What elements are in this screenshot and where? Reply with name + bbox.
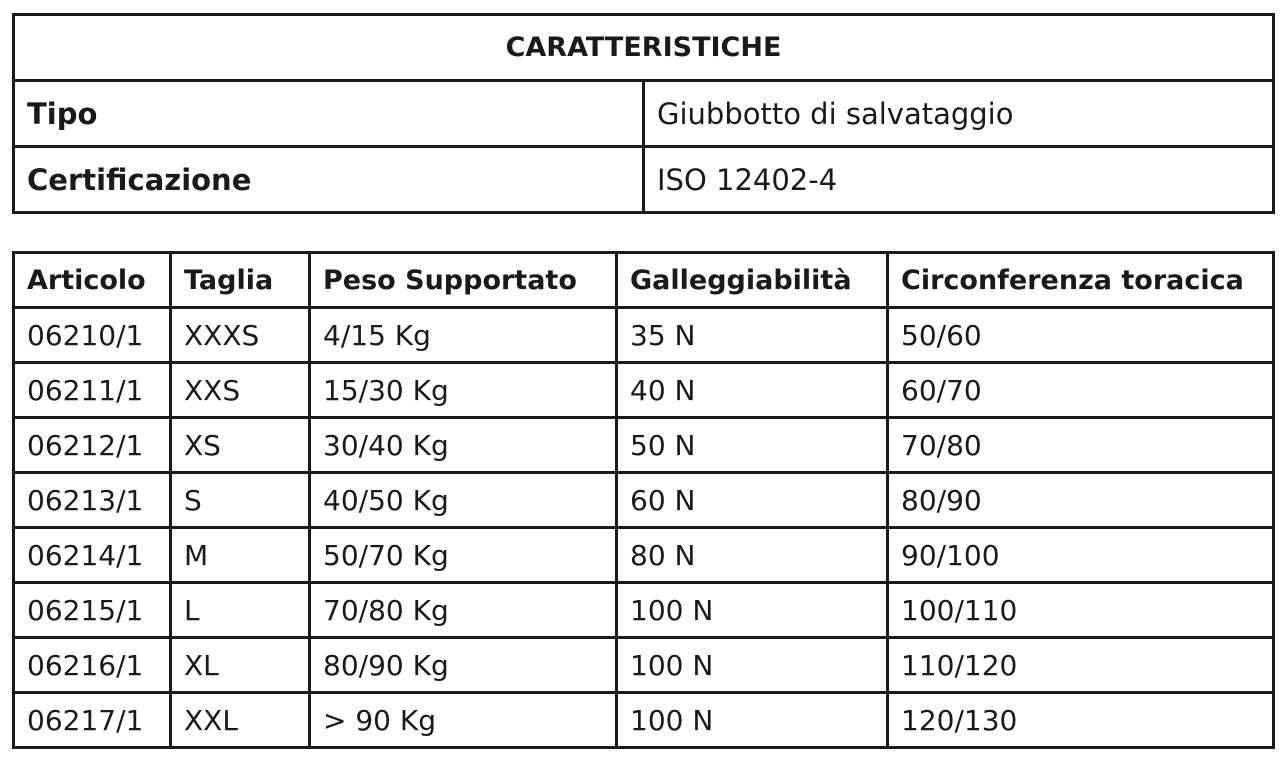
buoyancy-cell: 100 N	[617, 583, 888, 638]
header-size: Taglia	[171, 253, 310, 308]
table-row	[14, 308, 1274, 363]
size-cell: XXXS	[171, 308, 310, 363]
type-label: Tipo	[14, 81, 644, 147]
buoyancy-cell: 35 N	[617, 308, 888, 363]
table-row	[14, 473, 1274, 528]
supported-weight-cell: 4/15 Kg	[310, 308, 617, 363]
supported-weight-cell: 50/70 Kg	[310, 528, 617, 583]
characteristics-title: CARATTERISTICHE	[14, 15, 1274, 81]
size-cell: L	[171, 583, 310, 638]
article-cell: 06214/1	[14, 528, 171, 583]
buoyancy-cell: 60 N	[617, 473, 888, 528]
size-cell: XXS	[171, 363, 310, 418]
chest-circumference-cell: 90/100	[888, 528, 1274, 583]
table-row	[14, 363, 1274, 418]
buoyancy-cell: 50 N	[617, 418, 888, 473]
buoyancy-cell: 100 N	[617, 693, 888, 748]
size-cell: XL	[171, 638, 310, 693]
size-cell: S	[171, 473, 310, 528]
chest-circumference-cell: 100/110	[888, 583, 1274, 638]
table-row	[14, 418, 1274, 473]
buoyancy-cell: 80 N	[617, 528, 888, 583]
size-cell: XXL	[171, 693, 310, 748]
supported-weight-cell: 70/80 Kg	[310, 583, 617, 638]
article-cell: 06217/1	[14, 693, 171, 748]
table-row	[14, 638, 1274, 693]
supported-weight-cell: 30/40 Kg	[310, 418, 617, 473]
table-row	[14, 583, 1274, 638]
header-article: Articolo	[14, 253, 171, 308]
supported-weight-cell: > 90 Kg	[310, 693, 617, 748]
chest-circumference-cell: 120/130	[888, 693, 1274, 748]
article-cell: 06211/1	[14, 363, 171, 418]
characteristics-row-certification	[14, 147, 1274, 213]
characteristics-row-type	[14, 81, 1274, 147]
article-cell: 06210/1	[14, 308, 171, 363]
characteristics-title-row	[14, 15, 1274, 81]
table-row	[14, 693, 1274, 748]
chest-circumference-cell: 70/80	[888, 418, 1274, 473]
chest-circumference-cell: 50/60	[888, 308, 1274, 363]
size-table	[12, 251, 1275, 749]
size-table-header-row	[14, 253, 1274, 308]
table-row	[14, 528, 1274, 583]
article-cell: 06216/1	[14, 638, 171, 693]
characteristics-table	[12, 13, 1275, 214]
buoyancy-cell: 40 N	[617, 363, 888, 418]
article-cell: 06212/1	[14, 418, 171, 473]
size-cell: XS	[171, 418, 310, 473]
size-cell: M	[171, 528, 310, 583]
supported-weight-cell: 15/30 Kg	[310, 363, 617, 418]
article-cell: 06215/1	[14, 583, 171, 638]
buoyancy-cell: 100 N	[617, 638, 888, 693]
header-buoyancy: Galleggiabilità	[617, 253, 888, 308]
article-cell: 06213/1	[14, 473, 171, 528]
supported-weight-cell: 40/50 Kg	[310, 473, 617, 528]
chest-circumference-cell: 110/120	[888, 638, 1274, 693]
chest-circumference-cell: 80/90	[888, 473, 1274, 528]
supported-weight-cell: 80/90 Kg	[310, 638, 617, 693]
header-supported-weight: Peso Supportato	[310, 253, 617, 308]
header-chest-circumference: Circonferenza toracica	[888, 253, 1274, 308]
chest-circumference-cell: 60/70	[888, 363, 1274, 418]
type-value: Giubbotto di salvataggio	[644, 81, 1274, 147]
certification-label: Certificazione	[14, 147, 644, 213]
certification-value: ISO 12402-4	[644, 147, 1274, 213]
